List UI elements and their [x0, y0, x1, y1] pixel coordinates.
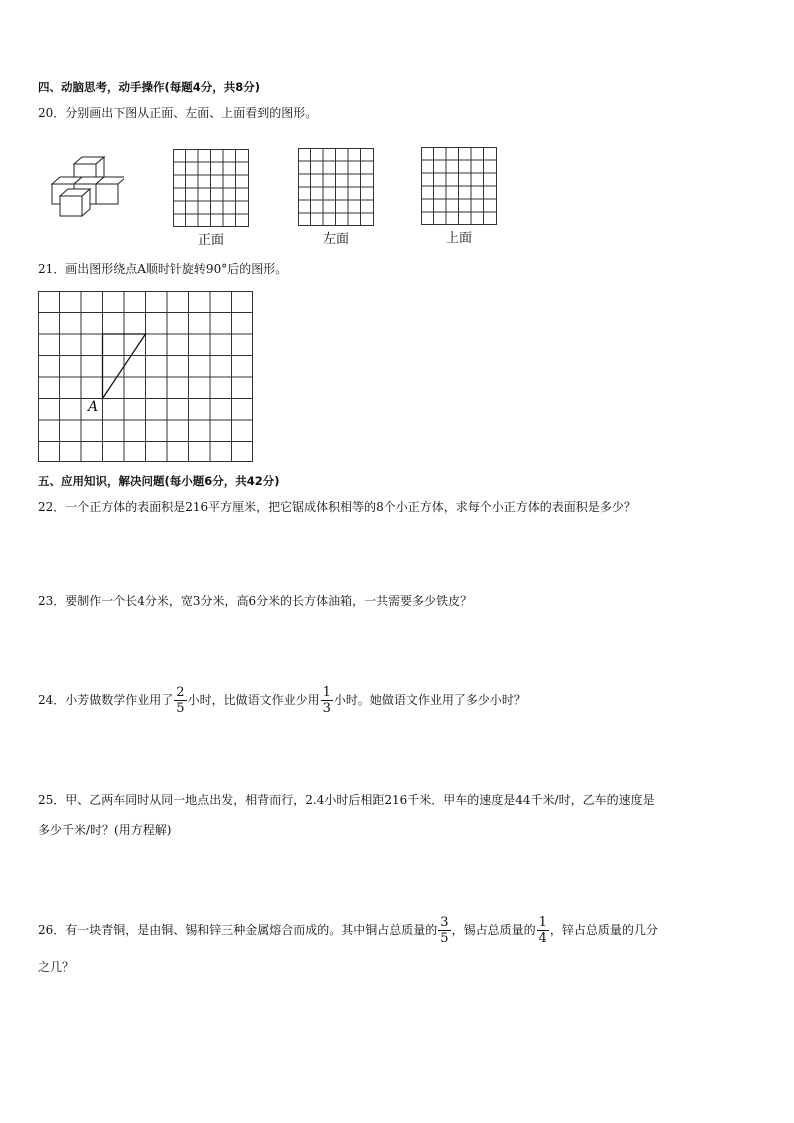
left-view-label: 左面	[323, 232, 350, 247]
question-25-line2: 多少千米/时？(用方程解)	[38, 823, 172, 837]
question-26-line1: 26．有一块青铜，是由铜、锡和锌三种金属熔合而成的。其中铜占总质量的 $\frac{3}{5}$ ，锡占总质量的 $\frac{1}{4}$ ，锌占总质量的几分	[38, 915, 658, 946]
point-a-label: A	[88, 399, 99, 415]
fraction-two-fifths: $\frac{2}{5}$	[176, 685, 185, 716]
question-26-line2: 之几？	[38, 960, 75, 974]
fraction-three-fifths: $\frac{3}{5}$	[440, 915, 449, 946]
question-23-text: 23．要制作一个长4分米，宽3分米，高6分米的长方体油箱，一共需要多少铁皮？	[38, 594, 473, 608]
fraction-one-fourth: $\frac{1}{4}$	[538, 915, 547, 946]
cube-stack-figure	[44, 152, 124, 218]
question-24-text: 24．小芳做数学作业用了 $\frac{2}{5}$ 小时，比做语文作业少用 $\frac{1}{3}$ 小时。她做语文作业用了多少小时？	[38, 685, 526, 716]
top-view-grid[interactable]	[421, 147, 497, 225]
question-22-text: 22．一个正方体的表面积是216平方厘米，把它锯成体积相等的8个小正方体，求每个小正方体的表面积是多少？	[38, 500, 636, 514]
section-4-title: 四、动脑思考，动手操作(每题4分，共8分)	[38, 80, 261, 94]
top-view-label: 上面	[446, 231, 473, 246]
question-20-text: 20．分别画出下图从正面、左面、上面看到的图形。	[38, 106, 318, 120]
front-view-grid[interactable]	[173, 149, 249, 227]
section-5-title: 五、应用知识，解决问题(每小题6分，共42分)	[38, 474, 280, 488]
left-view-grid[interactable]	[298, 148, 374, 226]
question-21-text: 21．画出图形绕点A顺时针旋转90°后的图形。	[38, 262, 288, 276]
question-25-line1: 25．甲、乙两车同时从同一地点出发，相背而行，2.4小时后相距216千米．甲车的速度是44千米/时，乙车的速度是	[38, 793, 655, 807]
front-view-label: 正面	[198, 233, 225, 248]
fraction-one-third: $\frac{1}{3}$	[322, 685, 331, 716]
rotation-grid[interactable]	[38, 291, 254, 463]
